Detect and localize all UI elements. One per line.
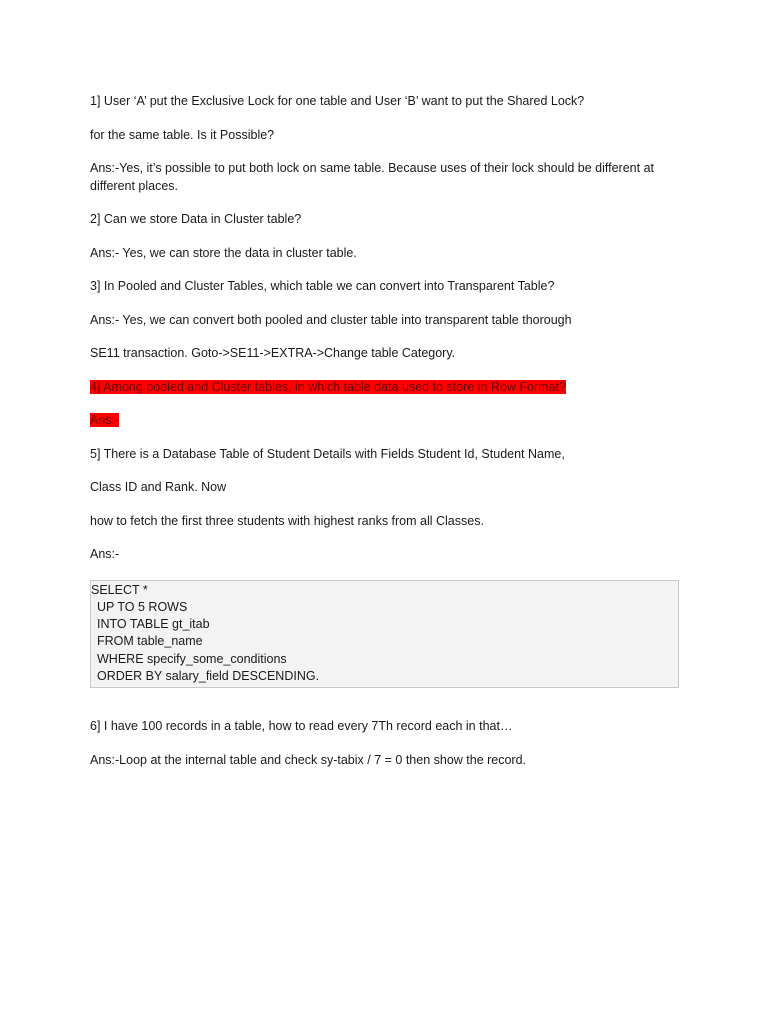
question-2: 2] Can we store Data in Cluster table? [90,212,302,226]
code-line: INTO TABLE gt_itab [97,617,210,632]
answer-3-line-2: SE11 transaction. Goto->SE11->EXTRA->Change table Category. [90,346,456,360]
code-block [90,580,679,689]
answer-2: Ans:- Yes, we can store the data in cluster table. [90,245,357,260]
question-3: 3] In Pooled and Cluster Tables, which table we can convert into Transparent Table? [90,279,555,293]
question-1-line-1: 1] User ‘A’ put the Exclusive Lock for one table and User ‘B’ want to put the Shared Lock? [90,94,585,108]
code-line: WHERE specify_some_conditions [97,651,287,666]
question-6: 6] I have 100 records in a table, how to read every 7Th record each in that… [90,719,513,734]
question-4-highlighted: 4] Among pooled and Cluster tables, in which table data used to store in Row Format? [90,379,566,394]
code-line: FROM table_name [97,634,203,649]
code-line: ORDER BY salary_field DESCENDING. [97,668,320,683]
code-line: UP TO 5 ROWS [97,599,188,614]
code-line: SELECT * [91,582,148,597]
answer-5: Ans:- [90,547,120,561]
question-1-line-2: for the same table. Is it Possible? [90,127,275,142]
document-page [90,93,682,785]
answer-3-line-1: Ans:- Yes, we can convert both pooled and cluster table into transparent table thorough [90,312,572,327]
question-5-line-3: how to fetch the first three students with highest ranks from all Classes. [90,513,484,528]
answer-6: Ans:-Loop at the internal table and check sy-tabix / 7 = 0 then show the record. [90,752,527,767]
answer-4-paragraph [90,412,682,430]
question-4-paragraph [90,379,682,397]
answer-1: Ans:-Yes, it’s possible to put both lock on same table. Because uses of their lock should be different at different places. [90,161,654,193]
question-5-line-2: Class ID and Rank. Now [90,480,227,494]
question-5-line-1: 5] There is a Database Table of Student Details with Fields Student Id, Student Name, [90,446,565,461]
answer-4-highlighted: Ans:- [90,413,120,427]
